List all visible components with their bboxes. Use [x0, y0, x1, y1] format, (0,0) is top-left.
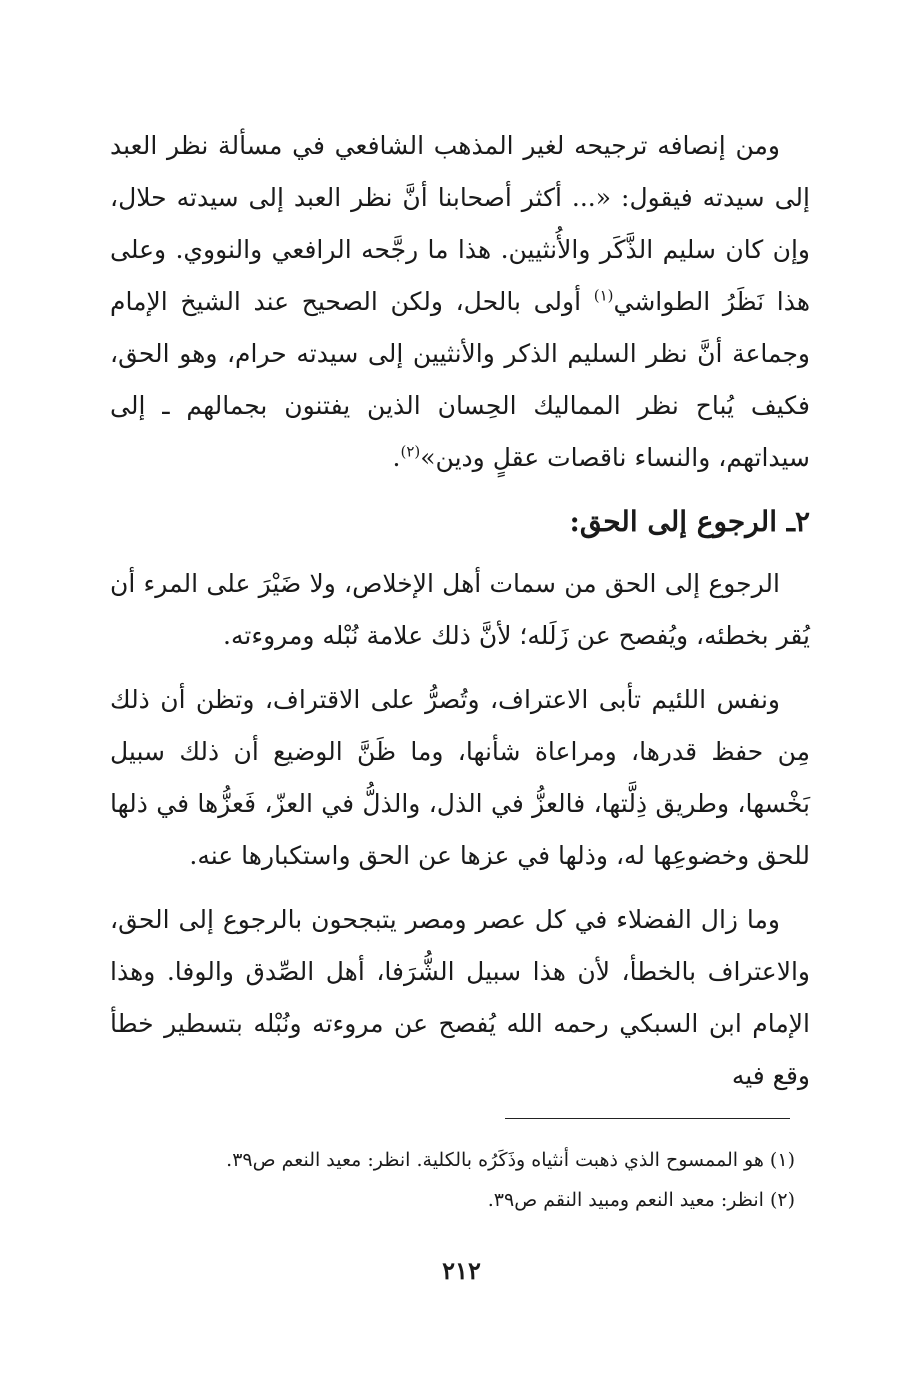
footnote-ref-1: (١) — [593, 286, 614, 305]
paragraph-1: الرجوع إلى الحق من سمات أهل الإخلاص، ولا ضَيْرَ على المرء أن يُقر بخطئه، ويُفصح عن زَلَله؛ لأنَّ ذلك علامة نُبْله ومروءته. — [110, 569, 810, 650]
paragraph-intro-end: . — [392, 443, 401, 472]
footnote-divider — [505, 1118, 790, 1119]
paragraph-intro — [110, 120, 810, 484]
footnotes — [110, 1140, 795, 1220]
paragraph-intro-text-cont: أولى بالحل، ولكن الصحيح عند الشيخ الإمام وجماعة أنَّ نظر السليم الذكر والأنثيين إلى سيدته حرام، وهو الحق، فكيف يُباح نظر المماليك الحِسان الذين يفتنون بجمالهم ـ إلى سيداتهم، والنساء ناقصات عقلٍ ودين» — [110, 287, 810, 472]
page-number: ٢١٢ — [442, 1256, 481, 1285]
paragraph-2: ونفس اللئيم تأبى الاعتراف، وتُصرُّ على الاقتراف، وتظن أن ذلك مِن حفظ قدرها، ومراعاة شأنها، وما ظَنَّ الوضيع أن ذلك سبيل بَخْسها، وطريق ذِلَّتها، فالعزُّ في الذل، والذلُّ في العزّ، فَعزُّها في ذلها للحق وخضوعِها له، وذلها في عزها عن الحق واستكبارها عنه. — [110, 685, 810, 870]
section-heading: ٢ـ الرجوع إلى الحق: — [569, 505, 810, 538]
paragraph-intro-text: ومن إنصافه ترجيحه لغير المذهب الشافعي في مسألة نظر العبد إلى سيدته فيقول: «... أكثر أصحابنا أنَّ نظر العبد إلى سيدته حلال، وإن كان سليم الذَّكَر والأُنثيين. هذا ما رجَّحه الرافعي والنووي. وعلى هذا نَظَرُ الطواشي — [110, 131, 811, 316]
footnote-2: (٢) انظر: معيد النعم ومبيد النقم ص٣٩. — [487, 1189, 795, 1211]
main-text — [110, 120, 810, 1114]
paragraph-3: وما زال الفضلاء في كل عصر ومصر يتبجحون بالرجوع إلى الحق، والاعتراف بالخطأ، لأن هذا سبيل الشُّرَفا، أهل الصِّدق والوفا. وهذا الإمام ابن السبكي رحمه الله يُفصح عن مروءته ونُبْله بتسطير خطأ وقع فيه — [110, 905, 810, 1090]
footnote-ref-2: (٢) — [400, 442, 421, 461]
footnote-1: (١) هو الممسوح الذي ذهبت أنثياه وذَكَرُه بالكلية. انظر: معيد النعم ص٣٩. — [226, 1149, 795, 1171]
